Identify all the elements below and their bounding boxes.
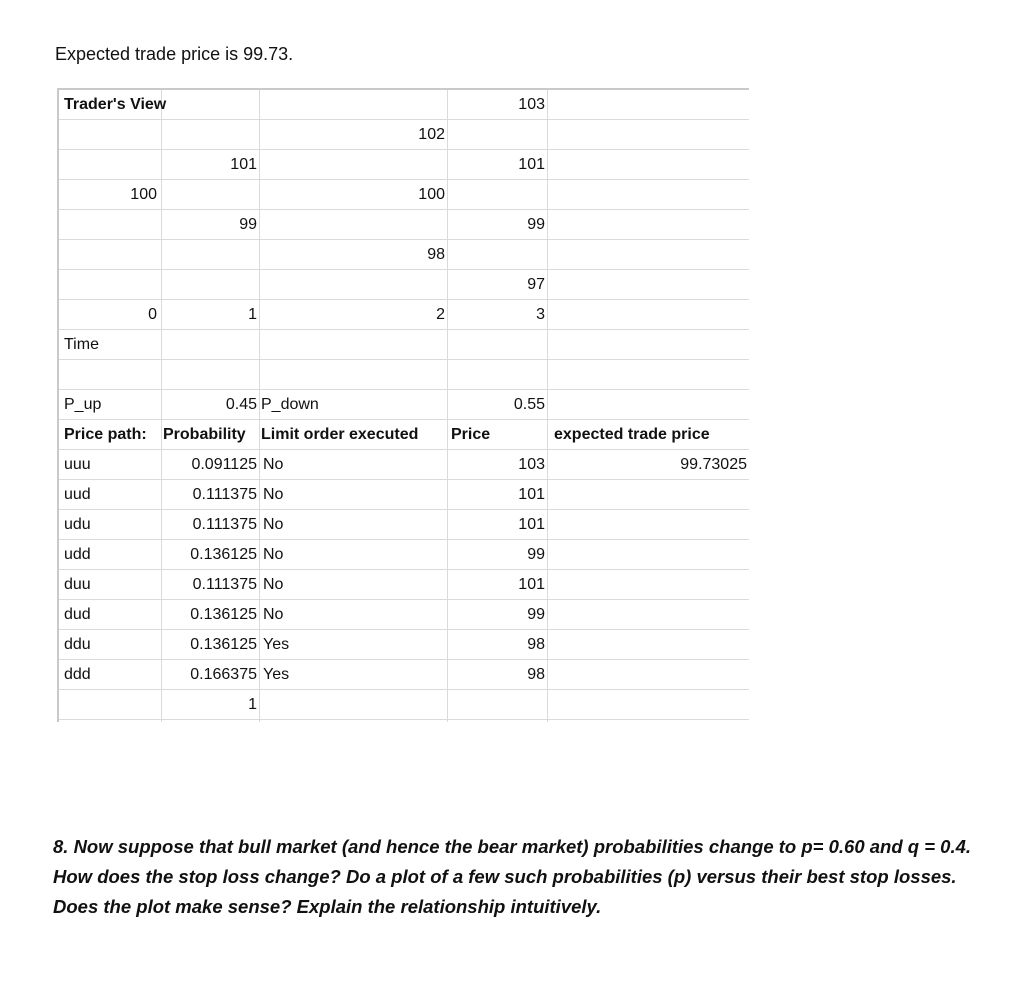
row-probability: 0.166375 bbox=[190, 666, 257, 683]
tree-node-ud: 100 bbox=[418, 186, 445, 203]
row-probability: 0.111375 bbox=[192, 486, 257, 503]
row-path: ddu bbox=[64, 636, 91, 653]
row-path: udu bbox=[64, 516, 91, 533]
row-limit-executed: Yes bbox=[263, 636, 290, 653]
question-text: 8. Now suppose that bull market (and hence the bear market) probabilities change to p= 0.60 and q = 0.4. How does the stop loss change? Do a plot of a few such probabilities (p) versus their best stop losses. Does the plot make sense? Explain the relationship intuitively. bbox=[53, 836, 972, 917]
row-limit-executed: Yes bbox=[263, 666, 290, 683]
row-price: 98 bbox=[527, 666, 545, 683]
p-up-label: P_up bbox=[64, 396, 102, 413]
row-probability: 0.091125 bbox=[191, 456, 257, 473]
spreadsheet-grid bbox=[57, 88, 749, 722]
tree-node-uu: 102 bbox=[418, 126, 445, 143]
row-price: 101 bbox=[518, 486, 545, 503]
row-price: 99 bbox=[527, 606, 545, 623]
row-limit-executed: No bbox=[263, 546, 284, 563]
tree-node-ddd: 97 bbox=[527, 276, 545, 293]
tree-node-u: 101 bbox=[230, 156, 257, 173]
row-limit-executed: No bbox=[263, 516, 284, 533]
row-price: 98 bbox=[527, 636, 545, 653]
header-expected-trade-price: expected trade price bbox=[554, 426, 710, 443]
row-path: duu bbox=[64, 576, 91, 593]
row-path: dud bbox=[64, 606, 91, 623]
row-probability: 0.111375 bbox=[192, 576, 257, 593]
header-probability: Probability bbox=[163, 426, 246, 443]
row-limit-executed: No bbox=[263, 576, 284, 593]
row-price: 103 bbox=[518, 456, 545, 473]
row-limit-executed: No bbox=[263, 486, 284, 503]
tree-node-uud: 101 bbox=[518, 156, 545, 173]
row-probability: 0.136125 bbox=[190, 546, 257, 563]
row-price: 101 bbox=[518, 576, 545, 593]
time-step-2: 2 bbox=[436, 306, 445, 323]
tree-node-udd: 99 bbox=[527, 216, 545, 233]
tree-node-root: 100 bbox=[130, 186, 157, 203]
tree-node-dd: 98 bbox=[427, 246, 445, 263]
row-price: 101 bbox=[518, 516, 545, 533]
header-price: Price bbox=[451, 426, 491, 443]
tree-title: Trader's View bbox=[64, 96, 167, 113]
time-step-1: 1 bbox=[248, 306, 257, 323]
row-probability: 0.111375 bbox=[192, 516, 257, 533]
row-probability: 0.136125 bbox=[190, 636, 257, 653]
tree-node-uuu: 103 bbox=[518, 96, 545, 113]
intro-text: Expected trade price is 99.73. bbox=[55, 44, 294, 64]
time-step-3: 3 bbox=[536, 306, 545, 323]
row-path: uuu bbox=[64, 456, 91, 473]
row-probability: 0.136125 bbox=[190, 606, 257, 623]
time-label: Time bbox=[64, 336, 99, 353]
time-step-0: 0 bbox=[148, 306, 157, 323]
row-limit-executed: No bbox=[263, 606, 284, 623]
probability-total: 1 bbox=[248, 696, 257, 713]
row-price: 99 bbox=[527, 546, 545, 563]
row-limit-executed: No bbox=[263, 456, 284, 473]
header-limit-order: Limit order executed bbox=[261, 426, 419, 443]
expected-trade-price-value: 99.73025 bbox=[680, 456, 747, 473]
tree-node-d: 99 bbox=[239, 216, 257, 233]
row-path: uud bbox=[64, 486, 91, 503]
row-path: udd bbox=[64, 546, 91, 563]
p-down-label: P_down bbox=[261, 396, 319, 413]
p-up-value: 0.45 bbox=[225, 396, 257, 413]
header-price-path: Price path: bbox=[64, 426, 147, 443]
p-down-value: 0.55 bbox=[513, 396, 545, 413]
row-path: ddd bbox=[64, 666, 91, 683]
